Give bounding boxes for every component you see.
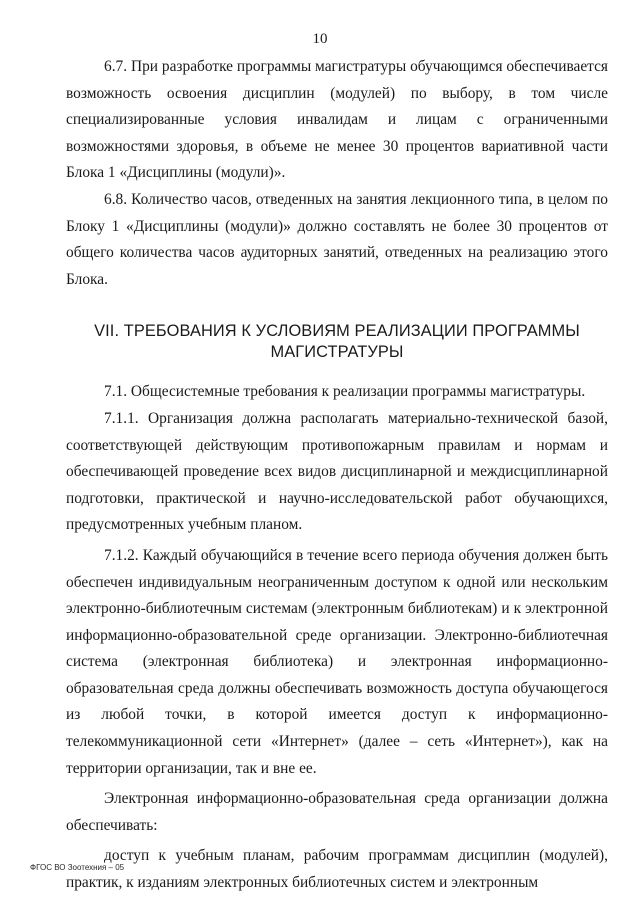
- paragraph-6-8: 6.8. Количество часов, отведенных на занятия лекционного типа, в целом по Блоку 1 «Дисциплины (модули)» должно составлять не более 30 процентов от общего количества часов аудиторных занятий, отведенных на реализацию этого Блока.: [66, 190, 608, 288]
- paragraph-6-7: 6.7. При разработке программы магистратуры обучающимся обеспечивается возможность освоения дисциплин (модулей) по выбору, в том числе специализированные условия инвалидам и лицам с ограниченными возможностями здоровья, в объеме не менее 30 процентов вариативной части Блока 1 «Дисциплины (модули)».: [66, 58, 608, 182]
- section-heading-line2: МАГИСТРАТУРЫ: [270, 343, 404, 362]
- page-number: 10: [312, 31, 328, 47]
- paragraph-access: доступ к учебным планам, рабочим программам дисциплин (модулей), практик, к изданиям электронных библиотечных систем и электронным: [66, 847, 608, 892]
- footer-label: ФГОС ВО Зоотехния – 05: [30, 863, 125, 872]
- section-heading: [66, 321, 608, 363]
- paragraph-7-1-1: 7.1.1. Организация должна располагать материально-технической базой, соответствующей действующим противопожарным правилам и нормам и обеспечивающей проведение всех видов дисциплинарной и междисциплинарной подготовки, практической и научно-исследовательской работ обучающихся, предусмотренных учебным планом.: [66, 409, 608, 534]
- paragraph-eios: Электронная информационно-образовательная среда организации должна обеспечивать:: [66, 790, 608, 834]
- paragraph-7-1: 7.1. Общесистемные требования к реализации программы магистратуры.: [104, 383, 586, 401]
- document-body: [66, 54, 608, 897]
- section-heading-line1: VII. ТРЕБОВАНИЯ К УСЛОВИЯМ РЕАЛИЗАЦИИ ПРОГРАММЫ: [94, 322, 580, 341]
- paragraph-7-1-2: 7.1.2. Каждый обучающийся в течение всего периода обучения должен быть обеспечен индивидуальным неограниченным доступом к одной или нескольким электронно-библиотечным системам (электронным библиотекам) и к электронной информационно-образовательной среде организации. Электронно-библиотечная система (электронная библиотека) и электронная информационно-образовательная среда должны обеспечивать возможность доступа обучающегося из любой точки, в которой имеется доступ к информационно-телекоммуникационной сети «Интернет» (далее – сеть «Интернет»), как на территории организации, так и вне ее.: [66, 546, 608, 777]
